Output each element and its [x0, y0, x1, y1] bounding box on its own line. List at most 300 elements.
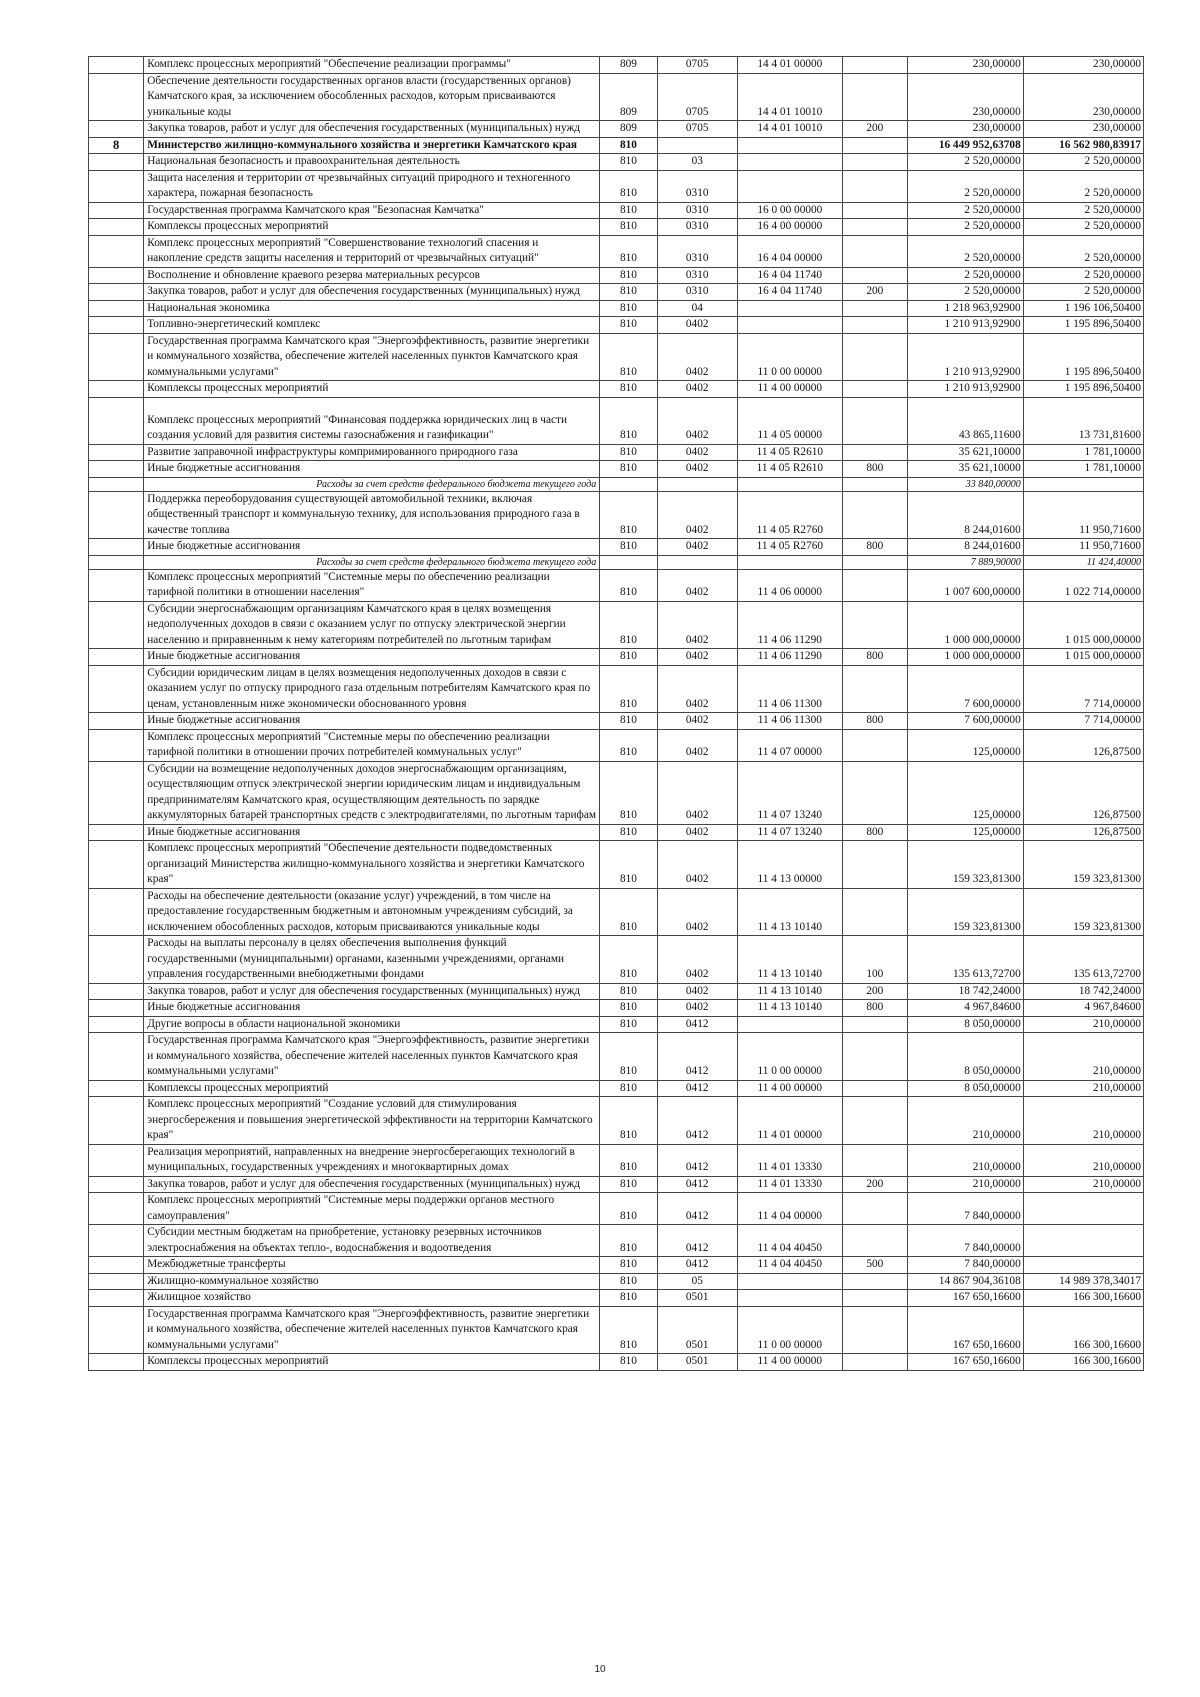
- row-ministry-code: 810: [600, 235, 657, 267]
- row-amount-year1: 8 244,01600: [907, 491, 1023, 539]
- table-row: [89, 555, 1144, 569]
- row-ministry-code: 810: [600, 170, 657, 202]
- row-amount-year1: 230,00000: [907, 121, 1023, 138]
- row-amount-year1: 35 621,10000: [907, 461, 1023, 478]
- row-ministry-code: 810: [600, 1097, 657, 1145]
- row-target-article: 11 4 06 11290: [737, 649, 842, 666]
- row-target-article: [737, 154, 842, 171]
- row-ministry-code: 810: [600, 202, 657, 219]
- row-ministry-code: 810: [600, 1176, 657, 1193]
- row-target-article: 14 4 01 10010: [737, 121, 842, 138]
- table-row: [89, 461, 1144, 478]
- row-section-code: 04: [657, 300, 737, 317]
- row-amount-year2: 210,00000: [1023, 1080, 1143, 1097]
- row-expense-type: [842, 477, 907, 491]
- row-amount-year1: 7 600,00000: [907, 713, 1023, 730]
- row-expense-type: 800: [842, 1000, 907, 1017]
- row-expense-type: [842, 1354, 907, 1371]
- row-name: Закупка товаров, работ и услуг для обеспечения государственных (муниципальных) нужд: [144, 983, 600, 1000]
- row-amount-year2: 1 015 000,00000: [1023, 649, 1143, 666]
- table-row: [89, 300, 1144, 317]
- row-amount-year1: 18 742,24000: [907, 983, 1023, 1000]
- row-section-code: 0501: [657, 1306, 737, 1354]
- row-name: Комплекс процессных мероприятий "Системные меры поддержки органов местного самоуправления": [144, 1193, 600, 1225]
- row-amount-year2: 126,87500: [1023, 761, 1143, 824]
- row-ministry-code: 810: [600, 284, 657, 301]
- row-expense-type: [842, 665, 907, 713]
- table-row: [89, 1080, 1144, 1097]
- row-section-code: 0412: [657, 1080, 737, 1097]
- row-amount-year1: 1 218 963,92900: [907, 300, 1023, 317]
- row-number-empty: [89, 761, 144, 824]
- row-amount-year1: 125,00000: [907, 824, 1023, 841]
- row-amount-year2: 210,00000: [1023, 1176, 1143, 1193]
- row-number-empty: [89, 300, 144, 317]
- row-ministry-code: 810: [600, 729, 657, 761]
- row-number-empty: [89, 154, 144, 171]
- row-expense-type: [842, 1144, 907, 1176]
- row-name: Государственная программа Камчатского края "Безопасная Камчатка": [144, 202, 600, 219]
- row-name: Реализация мероприятий, направленных на внедрение энергосберегающих технологий в муниципальных, государственных учреждениях и многоквартирных домах: [144, 1144, 600, 1176]
- row-ministry-code: 810: [600, 888, 657, 936]
- row-name: Закупка товаров, работ и услуг для обеспечения государственных (муниципальных) нужд: [144, 284, 600, 301]
- row-ministry-code: 810: [600, 936, 657, 984]
- row-amount-year2: 1 781,10000: [1023, 444, 1143, 461]
- row-target-article: [737, 1273, 842, 1290]
- row-expense-type: [842, 1306, 907, 1354]
- row-amount-year2: 18 742,24000: [1023, 983, 1143, 1000]
- row-ministry-code: 810: [600, 461, 657, 478]
- row-expense-type: [842, 1097, 907, 1145]
- row-expense-type: [842, 888, 907, 936]
- row-expense-type: [842, 154, 907, 171]
- row-amount-year1: 7 600,00000: [907, 665, 1023, 713]
- row-target-article: 14 4 01 00000: [737, 57, 842, 74]
- row-target-article: 11 4 07 00000: [737, 729, 842, 761]
- row-amount-year1: 167 650,16600: [907, 1306, 1023, 1354]
- table-row: [89, 713, 1144, 730]
- row-expense-type: [842, 1016, 907, 1033]
- row-number-empty: [89, 1033, 144, 1081]
- row-target-article: [737, 137, 842, 154]
- row-ministry-code: 810: [600, 841, 657, 889]
- row-amount-year2: 2 520,00000: [1023, 284, 1143, 301]
- row-name: Иные бюджетные ассигнования: [144, 539, 600, 556]
- row-target-article: 16 4 04 00000: [737, 235, 842, 267]
- row-target-article: 11 4 05 R2610: [737, 461, 842, 478]
- row-amount-year1: 8 050,00000: [907, 1033, 1023, 1081]
- table-row: [89, 1176, 1144, 1193]
- row-section-code: 03: [657, 154, 737, 171]
- row-ministry-code: 810: [600, 1225, 657, 1257]
- row-target-article: 11 4 13 00000: [737, 841, 842, 889]
- table-row: [89, 235, 1144, 267]
- row-amount-year1: 1 007 600,00000: [907, 569, 1023, 601]
- row-amount-year1: 2 520,00000: [907, 202, 1023, 219]
- row-section-code: 0412: [657, 1097, 737, 1145]
- row-expense-type: [842, 841, 907, 889]
- row-number-empty: [89, 649, 144, 666]
- table-row: [89, 154, 1144, 171]
- row-expense-type: [842, 202, 907, 219]
- row-number-empty: [89, 569, 144, 601]
- row-target-article: 11 4 01 13330: [737, 1176, 842, 1193]
- row-amount-year2: 230,00000: [1023, 121, 1143, 138]
- row-expense-type: [842, 73, 907, 121]
- row-target-article: [737, 300, 842, 317]
- row-name: Субсидии энергоснабжающим организациям Камчатского края в целях возмещения недополученных доходов в связи с оказанием услуг по отпуску электрической энергии населению и приравненным к нему категориям потребителей по льготным тарифам: [144, 601, 600, 649]
- row-amount-year2: [1023, 1257, 1143, 1274]
- row-section-code: 0402: [657, 713, 737, 730]
- row-name: Субсидии юридическим лицам в целях возмещения недополученных доходов в связи с оказанием услуг по отпуску природного газа отдельным потребителям Камчатского края по ценам, установленным ниже экономически обоснованного уровня: [144, 665, 600, 713]
- row-amount-year1: 167 650,16600: [907, 1290, 1023, 1307]
- row-name: Национальная экономика: [144, 300, 600, 317]
- row-target-article: 11 4 05 00000: [737, 397, 842, 444]
- row-ministry-code: 809: [600, 121, 657, 138]
- row-number: 8: [89, 137, 144, 154]
- row-number-empty: [89, 601, 144, 649]
- row-number-empty: [89, 1193, 144, 1225]
- row-name: Комплексы процессных мероприятий: [144, 1354, 600, 1371]
- table-row: [89, 121, 1144, 138]
- row-amount-year1: 4 967,84600: [907, 1000, 1023, 1017]
- row-amount-year2: [1023, 1193, 1143, 1225]
- row-amount-year1: 125,00000: [907, 761, 1023, 824]
- row-name: Развитие заправочной инфраструктуры компримированного природного газа: [144, 444, 600, 461]
- row-number-empty: [89, 461, 144, 478]
- row-amount-year2: 13 731,81600: [1023, 397, 1143, 444]
- row-name: Комплекс процессных мероприятий "Обеспечение деятельности подведомственных организаций Министерства жилищно-коммунального хозяйства и энергетики Камчатского края": [144, 841, 600, 889]
- table-row: [89, 1193, 1144, 1225]
- row-amount-year1: 8 244,01600: [907, 539, 1023, 556]
- row-number-empty: [89, 219, 144, 236]
- row-section-code: 0412: [657, 1257, 737, 1274]
- row-section-code: 0310: [657, 284, 737, 301]
- row-number-empty: [89, 936, 144, 984]
- row-amount-year2: 14 989 378,34017: [1023, 1273, 1143, 1290]
- row-number-empty: [89, 284, 144, 301]
- row-name: Субсидии на возмещение недополученных доходов энергоснабжающим организациям, осуществляющим отпуск электрической энергии юридическим лицам и индивидуальным предпринимателям Камчатского края, осуществляющим деятельность по зарядке аккумуляторных батарей транспортных средств с электродвигателями, по льготным тарифам: [144, 761, 600, 824]
- row-amount-year2: 230,00000: [1023, 57, 1143, 74]
- row-target-article: 11 4 05 R2610: [737, 444, 842, 461]
- table-row: [89, 1354, 1144, 1371]
- row-amount-year1: 159 323,81300: [907, 888, 1023, 936]
- row-amount-year2: 11 950,71600: [1023, 539, 1143, 556]
- row-name: Другие вопросы в области национальной экономики: [144, 1016, 600, 1033]
- row-section-code: 0412: [657, 1033, 737, 1081]
- row-ministry-code: 810: [600, 1273, 657, 1290]
- row-expense-type: 200: [842, 983, 907, 1000]
- row-expense-type: [842, 235, 907, 267]
- row-amount-year1: 1 210 913,92900: [907, 317, 1023, 334]
- row-ministry-code: 810: [600, 381, 657, 398]
- row-section-code: [657, 555, 737, 569]
- row-section-code: 0412: [657, 1016, 737, 1033]
- row-expense-type: 800: [842, 539, 907, 556]
- row-number-empty: [89, 1016, 144, 1033]
- table-row: [89, 729, 1144, 761]
- table-row: [89, 170, 1144, 202]
- row-amount-year2: 1 015 000,00000: [1023, 601, 1143, 649]
- row-name: Комплексы процессных мероприятий: [144, 1080, 600, 1097]
- row-ministry-code: 810: [600, 1354, 657, 1371]
- row-amount-year2: 166 300,16600: [1023, 1290, 1143, 1307]
- row-section-code: 0402: [657, 444, 737, 461]
- table-row: [89, 1000, 1144, 1017]
- table-row: [89, 1273, 1144, 1290]
- row-target-article: 11 4 13 10140: [737, 888, 842, 936]
- row-amount-year2: 210,00000: [1023, 1033, 1143, 1081]
- row-name: Комплекс процессных мероприятий "Системные меры по обеспечению реализации тарифной политики в отношении прочих потребителей коммунальных услуг": [144, 729, 600, 761]
- row-name: Жилищно-коммунальное хозяйство: [144, 1273, 600, 1290]
- row-amount-year1: 2 520,00000: [907, 284, 1023, 301]
- row-name: Национальная безопасность и правоохранительная деятельность: [144, 154, 600, 171]
- row-target-article: [737, 170, 842, 202]
- row-amount-year1: 2 520,00000: [907, 154, 1023, 171]
- row-amount-year1: 8 050,00000: [907, 1016, 1023, 1033]
- row-ministry-code: 810: [600, 219, 657, 236]
- row-section-code: 0705: [657, 73, 737, 121]
- table-row: [89, 1290, 1144, 1307]
- row-amount-year1: 35 621,10000: [907, 444, 1023, 461]
- row-ministry-code: [600, 477, 657, 491]
- row-number-empty: [89, 555, 144, 569]
- row-ministry-code: 810: [600, 397, 657, 444]
- row-number-empty: [89, 57, 144, 74]
- row-section-code: 0310: [657, 219, 737, 236]
- table-row: [89, 1225, 1144, 1257]
- row-amount-year1: 210,00000: [907, 1176, 1023, 1193]
- row-expense-type: 100: [842, 936, 907, 984]
- row-expense-type: 500: [842, 1257, 907, 1274]
- row-section-code: [657, 477, 737, 491]
- row-section-code: 0412: [657, 1144, 737, 1176]
- table-row: [89, 219, 1144, 236]
- row-name: Закупка товаров, работ и услуг для обеспечения государственных (муниципальных) нужд: [144, 1176, 600, 1193]
- row-name: Жилищное хозяйство: [144, 1290, 600, 1307]
- table-row: [89, 267, 1144, 284]
- row-target-article: 11 4 07 13240: [737, 761, 842, 824]
- row-amount-year1: 230,00000: [907, 57, 1023, 74]
- row-amount-year2: 16 562 980,83917: [1023, 137, 1143, 154]
- row-section-code: [657, 137, 737, 154]
- row-expense-type: [842, 1225, 907, 1257]
- row-ministry-code: 810: [600, 491, 657, 539]
- row-number-empty: [89, 983, 144, 1000]
- row-section-code: 0310: [657, 267, 737, 284]
- row-target-article: 11 4 06 00000: [737, 569, 842, 601]
- row-amount-year1: 2 520,00000: [907, 170, 1023, 202]
- row-ministry-code: 810: [600, 267, 657, 284]
- row-amount-year2: 2 520,00000: [1023, 170, 1143, 202]
- row-target-article: 11 0 00 00000: [737, 333, 842, 381]
- row-name: Государственная программа Камчатского края "Энергоэффективность, развитие энергетики и коммунального хозяйства, обеспечение жителей населенных пунктов Камчатского края коммунальными услугами": [144, 1306, 600, 1354]
- row-section-code: 0402: [657, 397, 737, 444]
- row-section-code: 0310: [657, 202, 737, 219]
- table-row: [89, 936, 1144, 984]
- row-section-code: 0412: [657, 1176, 737, 1193]
- row-amount-year1: 210,00000: [907, 1097, 1023, 1145]
- row-ministry-code: 809: [600, 57, 657, 74]
- row-number-empty: [89, 267, 144, 284]
- row-number-empty: [89, 841, 144, 889]
- row-number-empty: [89, 317, 144, 334]
- row-number-empty: [89, 477, 144, 491]
- table-row: [89, 397, 1144, 444]
- row-amount-year2: 1 195 896,50400: [1023, 381, 1143, 398]
- row-target-article: 11 4 06 11300: [737, 665, 842, 713]
- row-number-empty: [89, 539, 144, 556]
- row-section-code: 0402: [657, 841, 737, 889]
- row-amount-year1: 16 449 952,63708: [907, 137, 1023, 154]
- row-expense-type: 200: [842, 1176, 907, 1193]
- row-amount-year1: 2 520,00000: [907, 267, 1023, 284]
- row-name: Иные бюджетные ассигнования: [144, 649, 600, 666]
- row-number-empty: [89, 444, 144, 461]
- row-expense-type: [842, 491, 907, 539]
- row-amount-year1: 7 889,90000: [907, 555, 1023, 569]
- row-amount-year2: 1 781,10000: [1023, 461, 1143, 478]
- row-amount-year2: 11 950,71600: [1023, 491, 1143, 539]
- row-ministry-code: 810: [600, 649, 657, 666]
- row-amount-year2: 126,87500: [1023, 729, 1143, 761]
- table-row: [89, 57, 1144, 74]
- row-expense-type: [842, 333, 907, 381]
- row-ministry-code: 810: [600, 317, 657, 334]
- row-section-code: 0402: [657, 936, 737, 984]
- row-name: Расходы на выплаты персоналу в целях обеспечения выполнения функций государственными (муниципальными) органами, казенными учреждениями, органами управления государственными внебюджетными фондами: [144, 936, 600, 984]
- row-amount-year1: 159 323,81300: [907, 841, 1023, 889]
- row-number-empty: [89, 1097, 144, 1145]
- table-row: [89, 539, 1144, 556]
- row-amount-year2: [1023, 1225, 1143, 1257]
- row-expense-type: [842, 267, 907, 284]
- row-name: Комплекс процессных мероприятий "Совершенствование технологий спасения и накопление средств защиты населения и территорий от чрезвычайных ситуаций": [144, 235, 600, 267]
- row-amount-year2: 7 714,00000: [1023, 665, 1143, 713]
- row-target-article: 11 4 04 00000: [737, 1193, 842, 1225]
- row-amount-year1: 8 050,00000: [907, 1080, 1023, 1097]
- row-name: Расходы за счет средств федерального бюджета текущего года: [144, 555, 600, 569]
- row-amount-year2: 1 196 106,50400: [1023, 300, 1143, 317]
- row-target-article: 11 0 00 00000: [737, 1033, 842, 1081]
- row-ministry-code: 810: [600, 154, 657, 171]
- row-section-code: 0501: [657, 1290, 737, 1307]
- row-amount-year2: 2 520,00000: [1023, 219, 1143, 236]
- table-row: [89, 1097, 1144, 1145]
- row-amount-year1: 2 520,00000: [907, 235, 1023, 267]
- row-number-empty: [89, 1290, 144, 1307]
- row-target-article: [737, 1016, 842, 1033]
- table-row: [89, 841, 1144, 889]
- row-expense-type: [842, 219, 907, 236]
- table-row: [89, 1257, 1144, 1274]
- row-ministry-code: 810: [600, 300, 657, 317]
- row-section-code: 0402: [657, 665, 737, 713]
- row-amount-year1: 2 520,00000: [907, 219, 1023, 236]
- row-name: Расходы за счет средств федерального бюджета текущего года: [144, 477, 600, 491]
- row-amount-year2: 4 967,84600: [1023, 1000, 1143, 1017]
- row-section-code: 0705: [657, 121, 737, 138]
- row-expense-type: [842, 444, 907, 461]
- row-amount-year2: 1 195 896,50400: [1023, 317, 1143, 334]
- row-name: Иные бюджетные ассигнования: [144, 461, 600, 478]
- row-amount-year2: 2 520,00000: [1023, 235, 1143, 267]
- row-target-article: 16 4 04 11740: [737, 267, 842, 284]
- row-name: Иные бюджетные ассигнования: [144, 713, 600, 730]
- row-amount-year1: 230,00000: [907, 73, 1023, 121]
- row-target-article: [737, 1290, 842, 1307]
- row-amount-year1: 7 840,00000: [907, 1257, 1023, 1274]
- table-row: [89, 381, 1144, 398]
- table-row: [89, 569, 1144, 601]
- row-amount-year1: 1 210 913,92900: [907, 333, 1023, 381]
- row-section-code: 0402: [657, 824, 737, 841]
- row-name: Комплекс процессных мероприятий "Обеспечение реализации программы": [144, 57, 600, 74]
- table-row: [89, 333, 1144, 381]
- row-expense-type: [842, 317, 907, 334]
- row-section-code: 0402: [657, 1000, 737, 1017]
- row-expense-type: 800: [842, 824, 907, 841]
- row-expense-type: [842, 1290, 907, 1307]
- row-amount-year1: 1 000 000,00000: [907, 601, 1023, 649]
- row-amount-year2: 166 300,16600: [1023, 1306, 1143, 1354]
- row-section-code: 0402: [657, 983, 737, 1000]
- row-expense-type: 800: [842, 649, 907, 666]
- row-name: Обеспечение деятельности государственных органов власти (государственных органов) Камчатского края, за исключением обособленных расходов, которым присваиваются уникальные коды: [144, 73, 600, 121]
- row-section-code: 0402: [657, 539, 737, 556]
- row-name: Комплексы процессных мероприятий: [144, 381, 600, 398]
- table-row: [89, 444, 1144, 461]
- row-section-code: 0402: [657, 569, 737, 601]
- row-target-article: 11 4 13 10140: [737, 983, 842, 1000]
- row-amount-year2: 2 520,00000: [1023, 267, 1143, 284]
- row-number-empty: [89, 1257, 144, 1274]
- budget-table-sheet: [88, 56, 1144, 1371]
- table-row: [89, 137, 1144, 154]
- row-expense-type: 200: [842, 121, 907, 138]
- budget-table: [88, 56, 1144, 1371]
- row-number-empty: [89, 381, 144, 398]
- row-number-empty: [89, 1225, 144, 1257]
- row-amount-year2: 2 520,00000: [1023, 154, 1143, 171]
- row-expense-type: [842, 1273, 907, 1290]
- row-amount-year1: 7 840,00000: [907, 1225, 1023, 1257]
- row-ministry-code: 810: [600, 539, 657, 556]
- row-number-empty: [89, 333, 144, 381]
- table-row: [89, 317, 1144, 334]
- row-target-article: 11 4 13 10140: [737, 1000, 842, 1017]
- row-target-article: 16 0 00 00000: [737, 202, 842, 219]
- row-ministry-code: 810: [600, 1033, 657, 1081]
- row-section-code: 0501: [657, 1354, 737, 1371]
- row-target-article: 11 0 00 00000: [737, 1306, 842, 1354]
- row-ministry-code: 810: [600, 761, 657, 824]
- table-row: [89, 601, 1144, 649]
- table-row: [89, 1144, 1144, 1176]
- row-section-code: 0402: [657, 491, 737, 539]
- table-row: [89, 761, 1144, 824]
- row-number-empty: [89, 824, 144, 841]
- row-name: Комплекс процессных мероприятий "Системные меры по обеспечению реализации тарифной политики в отношении населения": [144, 569, 600, 601]
- row-ministry-code: 810: [600, 1144, 657, 1176]
- row-name: Государственная программа Камчатского края "Энергоэффективность, развитие энергетики и коммунального хозяйства, обеспечение жителей населенных пунктов Камчатского края коммунальными услугами": [144, 333, 600, 381]
- row-target-article: 11 4 01 00000: [737, 1097, 842, 1145]
- table-row: [89, 477, 1144, 491]
- row-ministry-code: 810: [600, 137, 657, 154]
- row-target-article: 16 4 04 11740: [737, 284, 842, 301]
- row-name: Расходы на обеспечение деятельности (оказание услуг) учреждений, в том числе на предоставление государственным бюджетным и автономным учреждениям субсидий, за исключением обособленных расходов, которым присваиваются уникальные коды: [144, 888, 600, 936]
- row-amount-year1: 210,00000: [907, 1144, 1023, 1176]
